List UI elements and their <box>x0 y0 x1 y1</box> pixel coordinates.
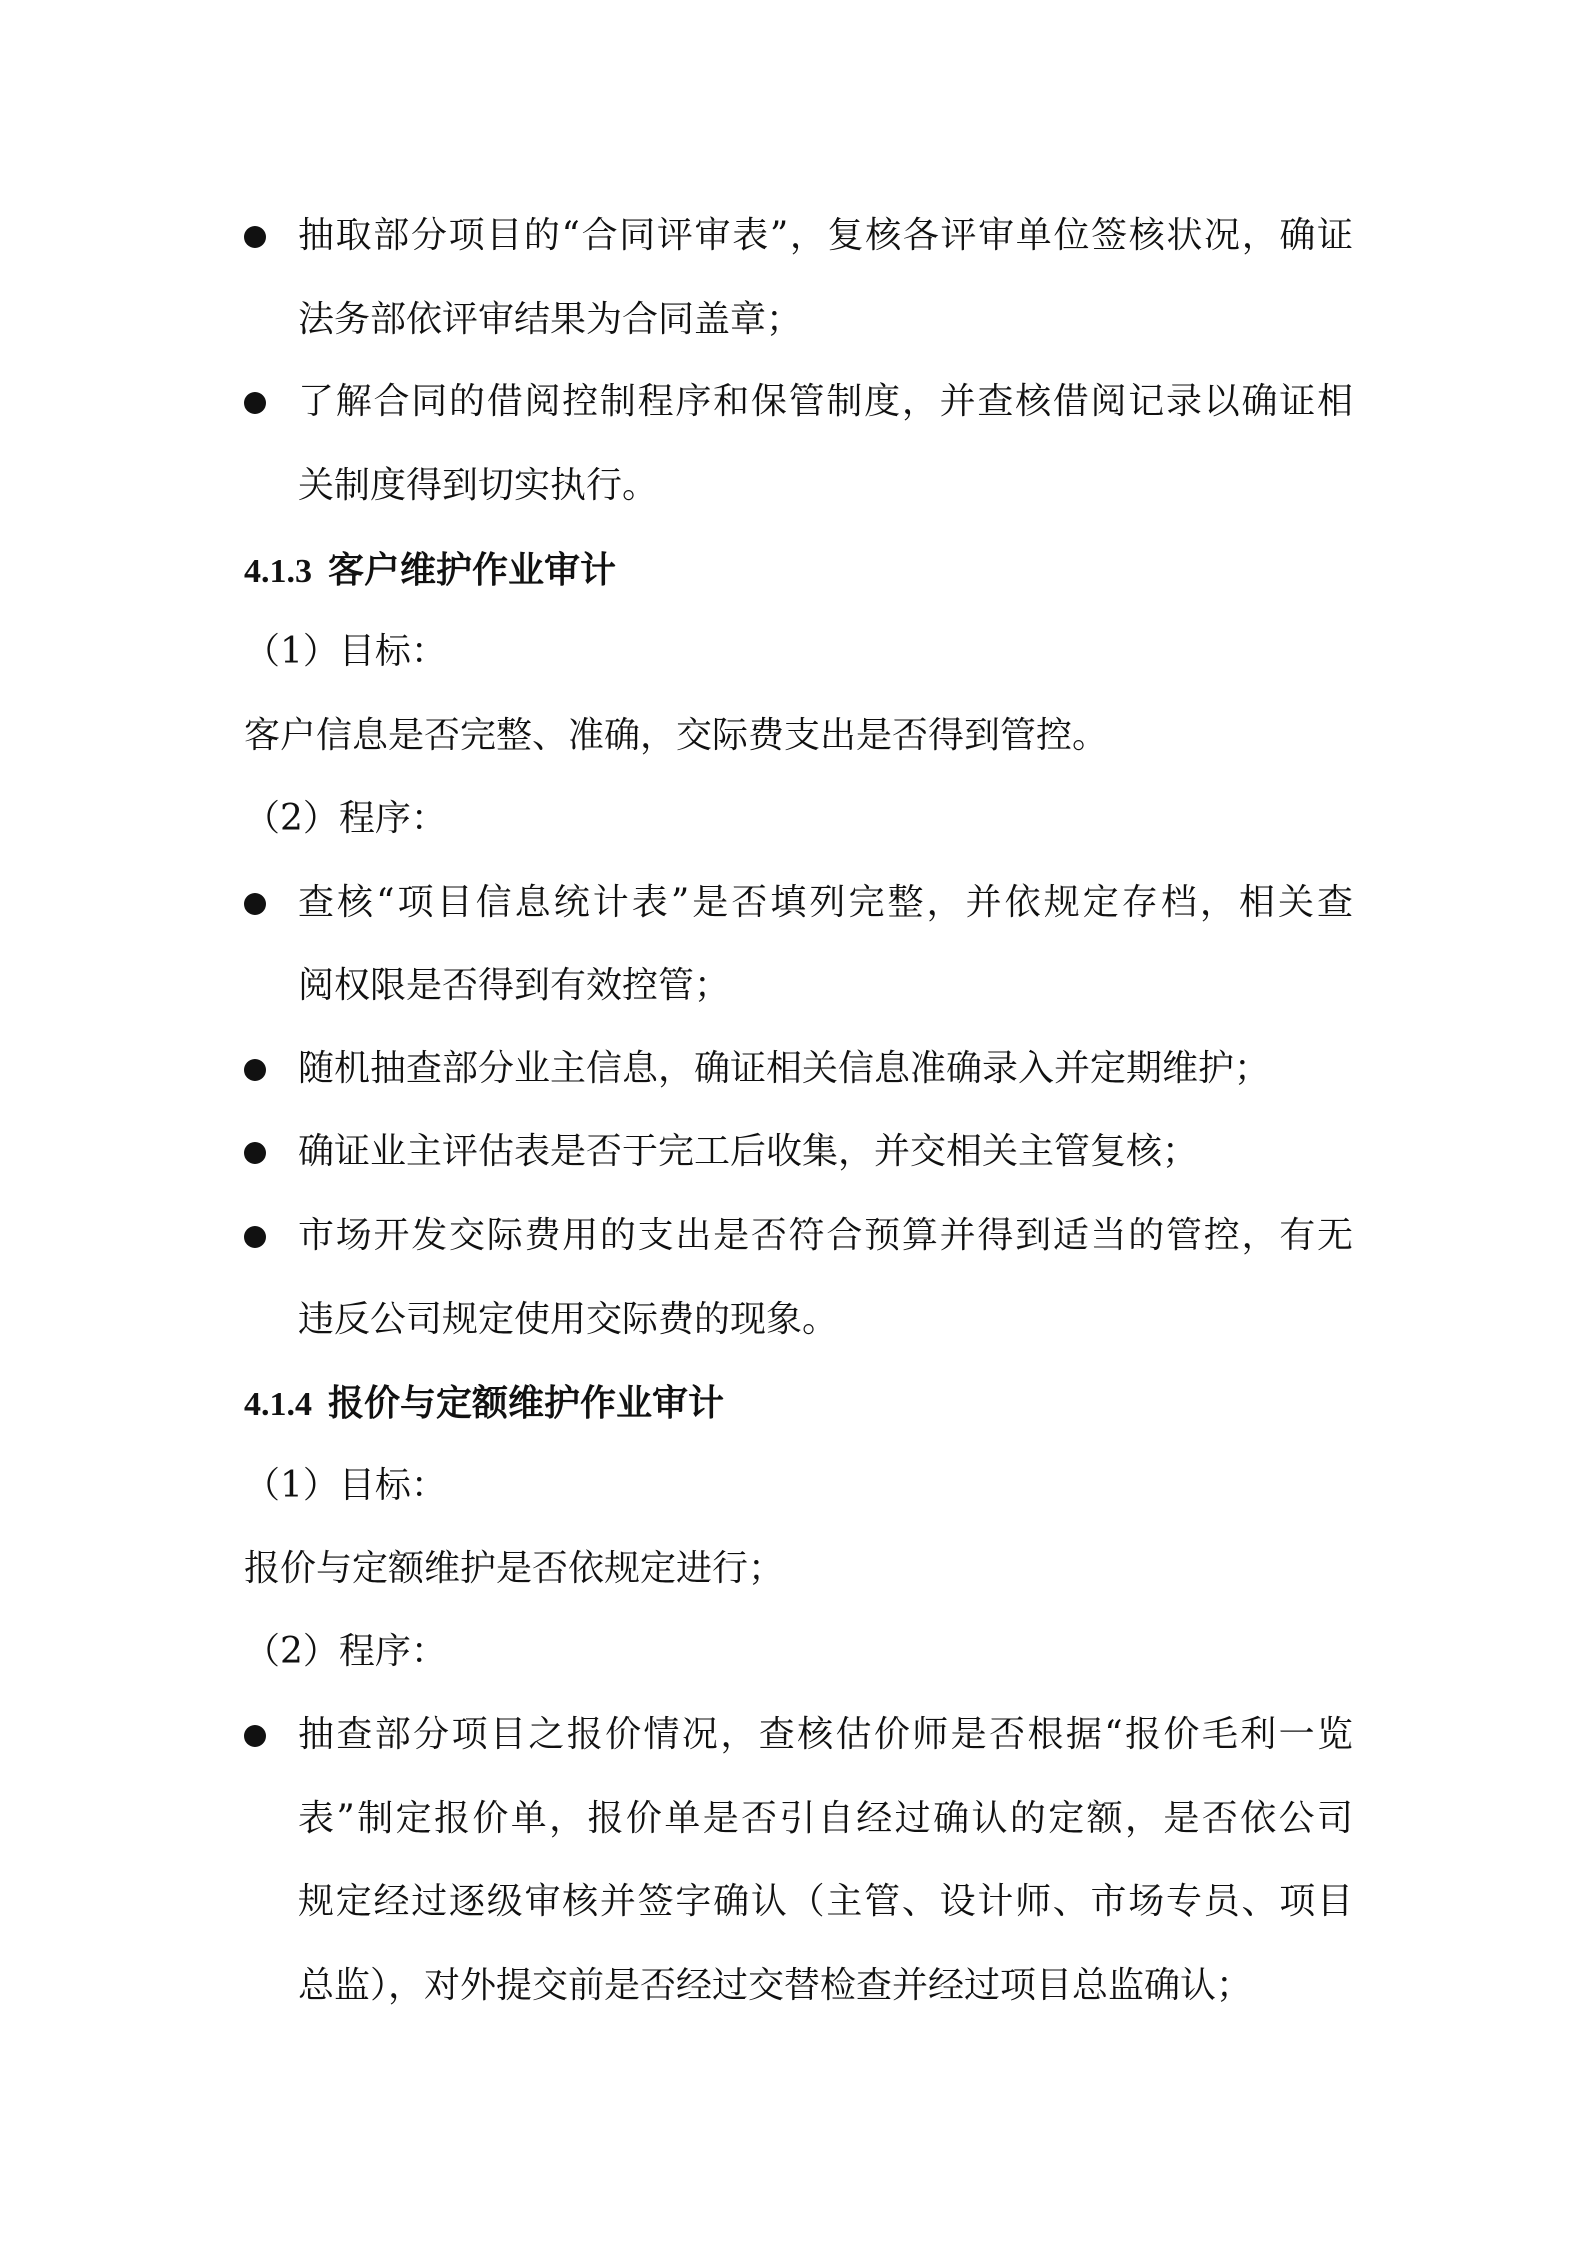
bullet-line: 市场开发交际费用的支出是否符合预算并得到适当的管控，有无 <box>298 1215 1353 1256</box>
bullet-dot <box>244 392 266 414</box>
section-title: 客户维护作业审计 <box>328 549 617 591</box>
bullet-dot <box>244 1226 266 1248</box>
section-heading-413 <box>244 548 616 594</box>
section-number: 4.1.4 <box>244 1386 312 1423</box>
bullet-line-continuation: 规定经过逐级审核并签字确认（主管、设计师、市场专员、项目 <box>298 1881 1353 1922</box>
bullet-dot <box>244 226 266 248</box>
goal-text: 报价与定额维护是否依规定进行； <box>244 1548 785 1589</box>
section-number: 4.1.3 <box>244 553 312 590</box>
procedure-label: （2）程序： <box>244 1631 447 1672</box>
section-heading-414 <box>244 1381 724 1427</box>
bullet-line: 查核“项目信息统计表”是否填列完整，并依规定存档，相关查 <box>298 882 1353 923</box>
bullet-line-continuation: 阅权限是否得到有效控管； <box>298 965 731 1006</box>
bullet-line: 了解合同的借阅控制程序和保管制度，并查核借阅记录以确证相 <box>298 381 1353 422</box>
goal-label: （1）目标： <box>244 631 447 672</box>
section-title: 报价与定额维护作业审计 <box>328 1382 725 1424</box>
procedure-label: （2）程序： <box>244 798 447 839</box>
bullet-line: 随机抽查部分业主信息，确证相关信息准确录入并定期维护； <box>298 1048 1271 1089</box>
bullet-line-continuation: 总监），对外提交前是否经过交替检查并经过项目总监确认； <box>298 1965 1253 2006</box>
bullet-dot <box>244 1142 266 1164</box>
bullet-dot <box>244 1059 266 1081</box>
goal-text: 客户信息是否完整、准确，交际费支出是否得到管控。 <box>244 715 1109 756</box>
bullet-line-continuation: 关制度得到切实执行。 <box>298 465 659 506</box>
bullet-line-continuation: 表”制定报价单，报价单是否引自经过确认的定额，是否依公司 <box>298 1798 1353 1839</box>
bullet-line: 抽查部分项目之报价情况，查核估价师是否根据“报价毛利一览 <box>298 1714 1353 1755</box>
bullet-dot <box>244 1725 266 1747</box>
bullet-line-continuation: 法务部依评审结果为合同盖章； <box>298 299 803 340</box>
bullet-line-continuation: 违反公司规定使用交际费的现象。 <box>298 1299 839 1340</box>
bullet-line: 确证业主评估表是否于完工后收集，并交相关主管复核； <box>298 1131 1199 1172</box>
bullet-line: 抽取部分项目的“合同评审表”，复核各评审单位签核状况，确证 <box>298 215 1353 256</box>
bullet-dot <box>244 893 266 915</box>
goal-label: （1）目标： <box>244 1465 447 1506</box>
